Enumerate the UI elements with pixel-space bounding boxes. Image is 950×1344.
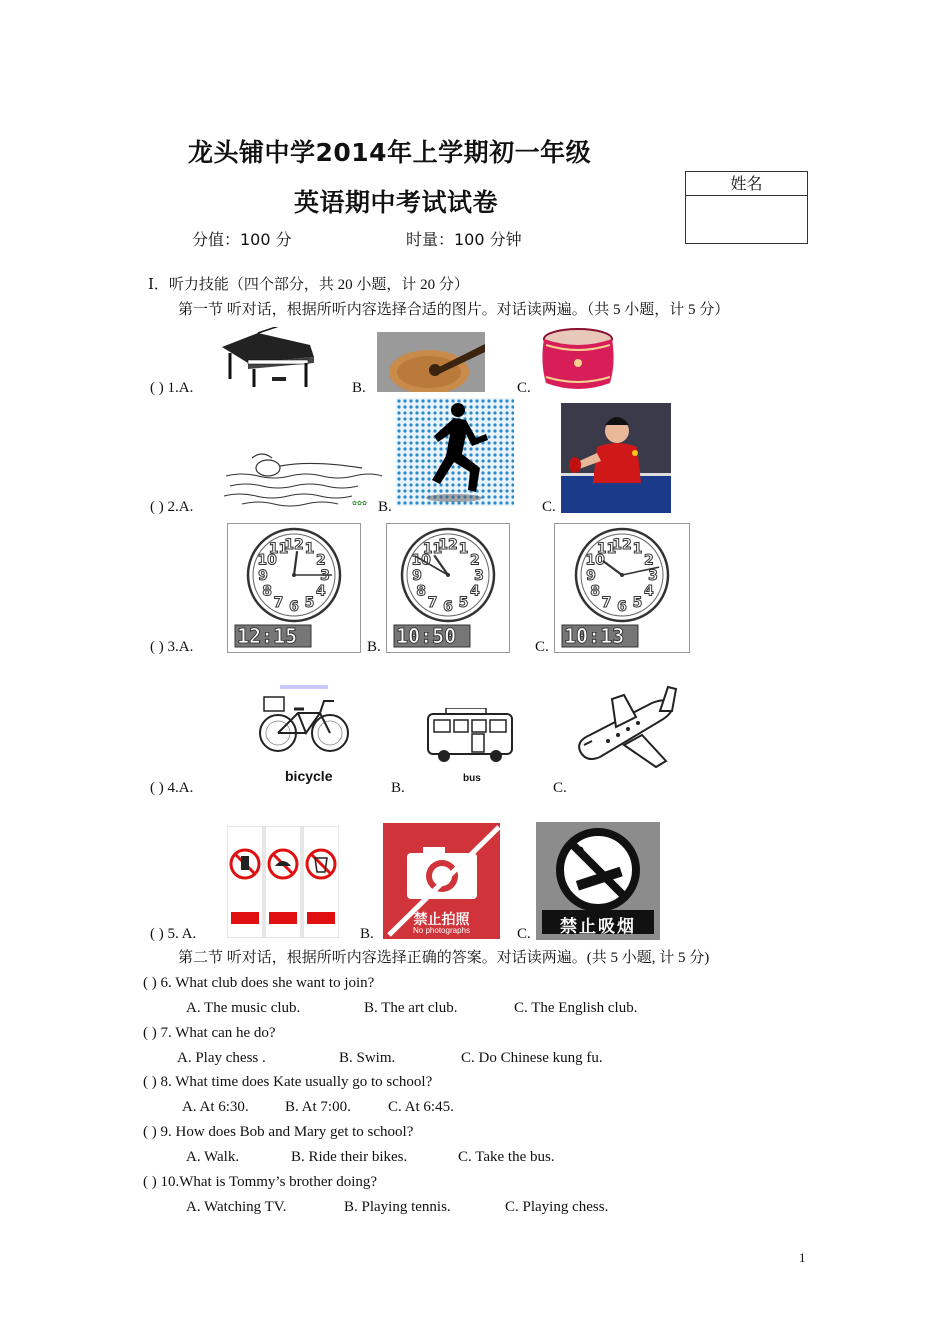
q9-option-c[interactable]: C. Take the bus.	[458, 1149, 555, 1165]
svg-text:9: 9	[586, 568, 596, 584]
q2-option-b: B.	[378, 499, 392, 515]
q5-prefix: ( ) 5. A.	[150, 926, 197, 942]
question-10: ( ) 10.What is Tommy’s brother doing?	[143, 1174, 378, 1190]
svg-text:3: 3	[320, 568, 330, 584]
no-photographs-cn: 禁止拍照	[413, 912, 470, 928]
svg-text:6: 6	[289, 599, 299, 615]
q5-option-b: B.	[360, 926, 374, 942]
guitar-image	[377, 332, 485, 392]
name-box	[685, 171, 808, 244]
drum-image	[538, 327, 618, 393]
svg-text:2: 2	[469, 552, 480, 569]
svg-text:4: 4	[643, 583, 654, 600]
q7-option-a[interactable]: A. Play chess .	[177, 1050, 266, 1066]
svg-text:6: 6	[443, 599, 453, 615]
svg-text:7: 7	[273, 594, 284, 611]
q6-option-b[interactable]: B. The art club.	[364, 1000, 458, 1016]
svg-text:1: 1	[458, 541, 469, 558]
watermark-icon: ✿✿✿	[352, 501, 368, 507]
svg-text:11: 11	[596, 541, 617, 558]
svg-text:3: 3	[474, 568, 484, 584]
svg-text:7: 7	[427, 594, 438, 611]
running-image	[396, 398, 514, 506]
q2-prefix: ( ) 2.A.	[150, 499, 194, 515]
question-9: ( ) 9. How does Bob and Mary get to school?	[143, 1124, 414, 1140]
airplane-image	[572, 683, 682, 779]
no-smoking-sign	[536, 822, 660, 940]
q8-option-c[interactable]: C. At 6:45.	[388, 1099, 454, 1115]
svg-text:11: 11	[422, 541, 443, 558]
svg-text:2: 2	[643, 552, 654, 569]
ping-pong-image	[561, 403, 671, 513]
question-6: ( ) 6. What club does she want to join?	[143, 975, 375, 991]
no-eating-signs-image	[227, 826, 339, 938]
svg-text:12: 12	[612, 537, 632, 553]
svg-text:5: 5	[304, 594, 315, 611]
q2-option-c: C.	[542, 499, 556, 515]
svg-text:8: 8	[590, 583, 601, 600]
q3-option-b: B.	[367, 639, 381, 655]
no-photographs-en: No photographs	[413, 926, 470, 935]
part1-instruction: 第一节 听对话，根据所听内容选择合适的图片。对话读两遍。（共 5 小题，计 5 分）	[178, 302, 730, 318]
clock-image-b	[386, 523, 510, 653]
question-7: ( ) 7. What can he do?	[143, 1025, 276, 1041]
clock-digital-time-b: 10:50	[396, 624, 457, 648]
q10-option-a[interactable]: A. Watching TV.	[186, 1199, 287, 1215]
svg-text:10: 10	[585, 552, 605, 569]
svg-text:7: 7	[601, 594, 612, 611]
svg-text:4: 4	[315, 583, 326, 600]
part2-instruction: 第二节 听对话，根据所听内容选择正确的答案。对话读两遍。(共 5 小题, 计 5 分)	[178, 950, 710, 966]
q7-option-c[interactable]: C. Do Chinese kung fu.	[461, 1050, 603, 1066]
name-label: 姓名	[686, 172, 807, 196]
svg-text:11: 11	[268, 541, 289, 558]
clock-image-a	[227, 523, 361, 653]
q9-option-b[interactable]: B. Ride their bikes.	[291, 1149, 408, 1165]
q1-option-c: C.	[517, 380, 531, 396]
no-smoking-label: 禁止吸烟	[560, 917, 636, 937]
svg-text:1: 1	[304, 541, 315, 558]
q4-prefix: ( ) 4.A.	[150, 780, 194, 796]
q8-option-b[interactable]: B. At 7:00.	[285, 1099, 351, 1115]
q9-option-a[interactable]: A. Walk.	[186, 1149, 240, 1165]
title-line-2: 英语期中考试试卷	[294, 188, 499, 217]
title-line-1: 龙头铺中学2014年上学期初一年级	[188, 138, 592, 167]
svg-text:12: 12	[284, 537, 304, 553]
svg-text:10: 10	[257, 552, 277, 569]
svg-text:5: 5	[458, 594, 469, 611]
q3-prefix: ( ) 3.A.	[150, 639, 194, 655]
q8-option-a[interactable]: A. At 6:30.	[182, 1099, 249, 1115]
q3-option-c: C.	[535, 639, 549, 655]
q1-prefix: ( ) 1.A.	[150, 380, 194, 396]
q6-option-c[interactable]: C. The English club.	[514, 1000, 638, 1016]
swimming-image	[222, 436, 382, 510]
q10-option-b[interactable]: B. Playing tennis.	[344, 1199, 451, 1215]
clock-image-c	[554, 523, 690, 653]
score-label: 分值：100 分	[192, 230, 292, 249]
svg-text:9: 9	[258, 568, 268, 584]
svg-text:12: 12	[438, 537, 458, 553]
page-number: 1	[799, 1250, 806, 1265]
svg-text:4: 4	[469, 583, 480, 600]
name-field[interactable]	[686, 196, 807, 243]
bicycle-image	[254, 683, 354, 765]
clock-digital-time-a: 12:15	[237, 624, 298, 648]
svg-text:6: 6	[617, 599, 627, 615]
svg-text:8: 8	[416, 583, 427, 600]
svg-text:8: 8	[262, 583, 273, 600]
question-8: ( ) 8. What time does Kate usually go to school?	[143, 1074, 433, 1090]
q10-option-c[interactable]: C. Playing chess.	[505, 1199, 609, 1215]
piano-image	[218, 327, 318, 391]
svg-text:10: 10	[411, 552, 431, 569]
q4-option-c: C.	[553, 780, 567, 796]
svg-text:2: 2	[315, 552, 326, 569]
clock-digital-time-c: 10:13	[564, 624, 625, 648]
svg-text:5: 5	[632, 594, 643, 611]
time-label: 时量：100 分钟	[406, 230, 522, 249]
q6-option-a[interactable]: A. The music club.	[186, 1000, 301, 1016]
svg-text:1: 1	[632, 541, 643, 558]
q1-option-b: B.	[352, 380, 366, 396]
q4-option-b: B.	[391, 780, 405, 796]
svg-text:9: 9	[412, 568, 422, 584]
bus-label: bus	[463, 773, 481, 784]
bus-image	[426, 708, 514, 764]
bicycle-label: bicycle	[285, 768, 333, 784]
q5-option-c: C.	[517, 926, 531, 942]
section-heading: Ⅰ．听力技能（四个部分，共 20 小题，计 20 分）	[148, 277, 469, 293]
svg-text:3: 3	[648, 568, 658, 584]
no-photographs-sign	[383, 823, 500, 939]
q7-option-b[interactable]: B. Swim.	[339, 1050, 396, 1066]
